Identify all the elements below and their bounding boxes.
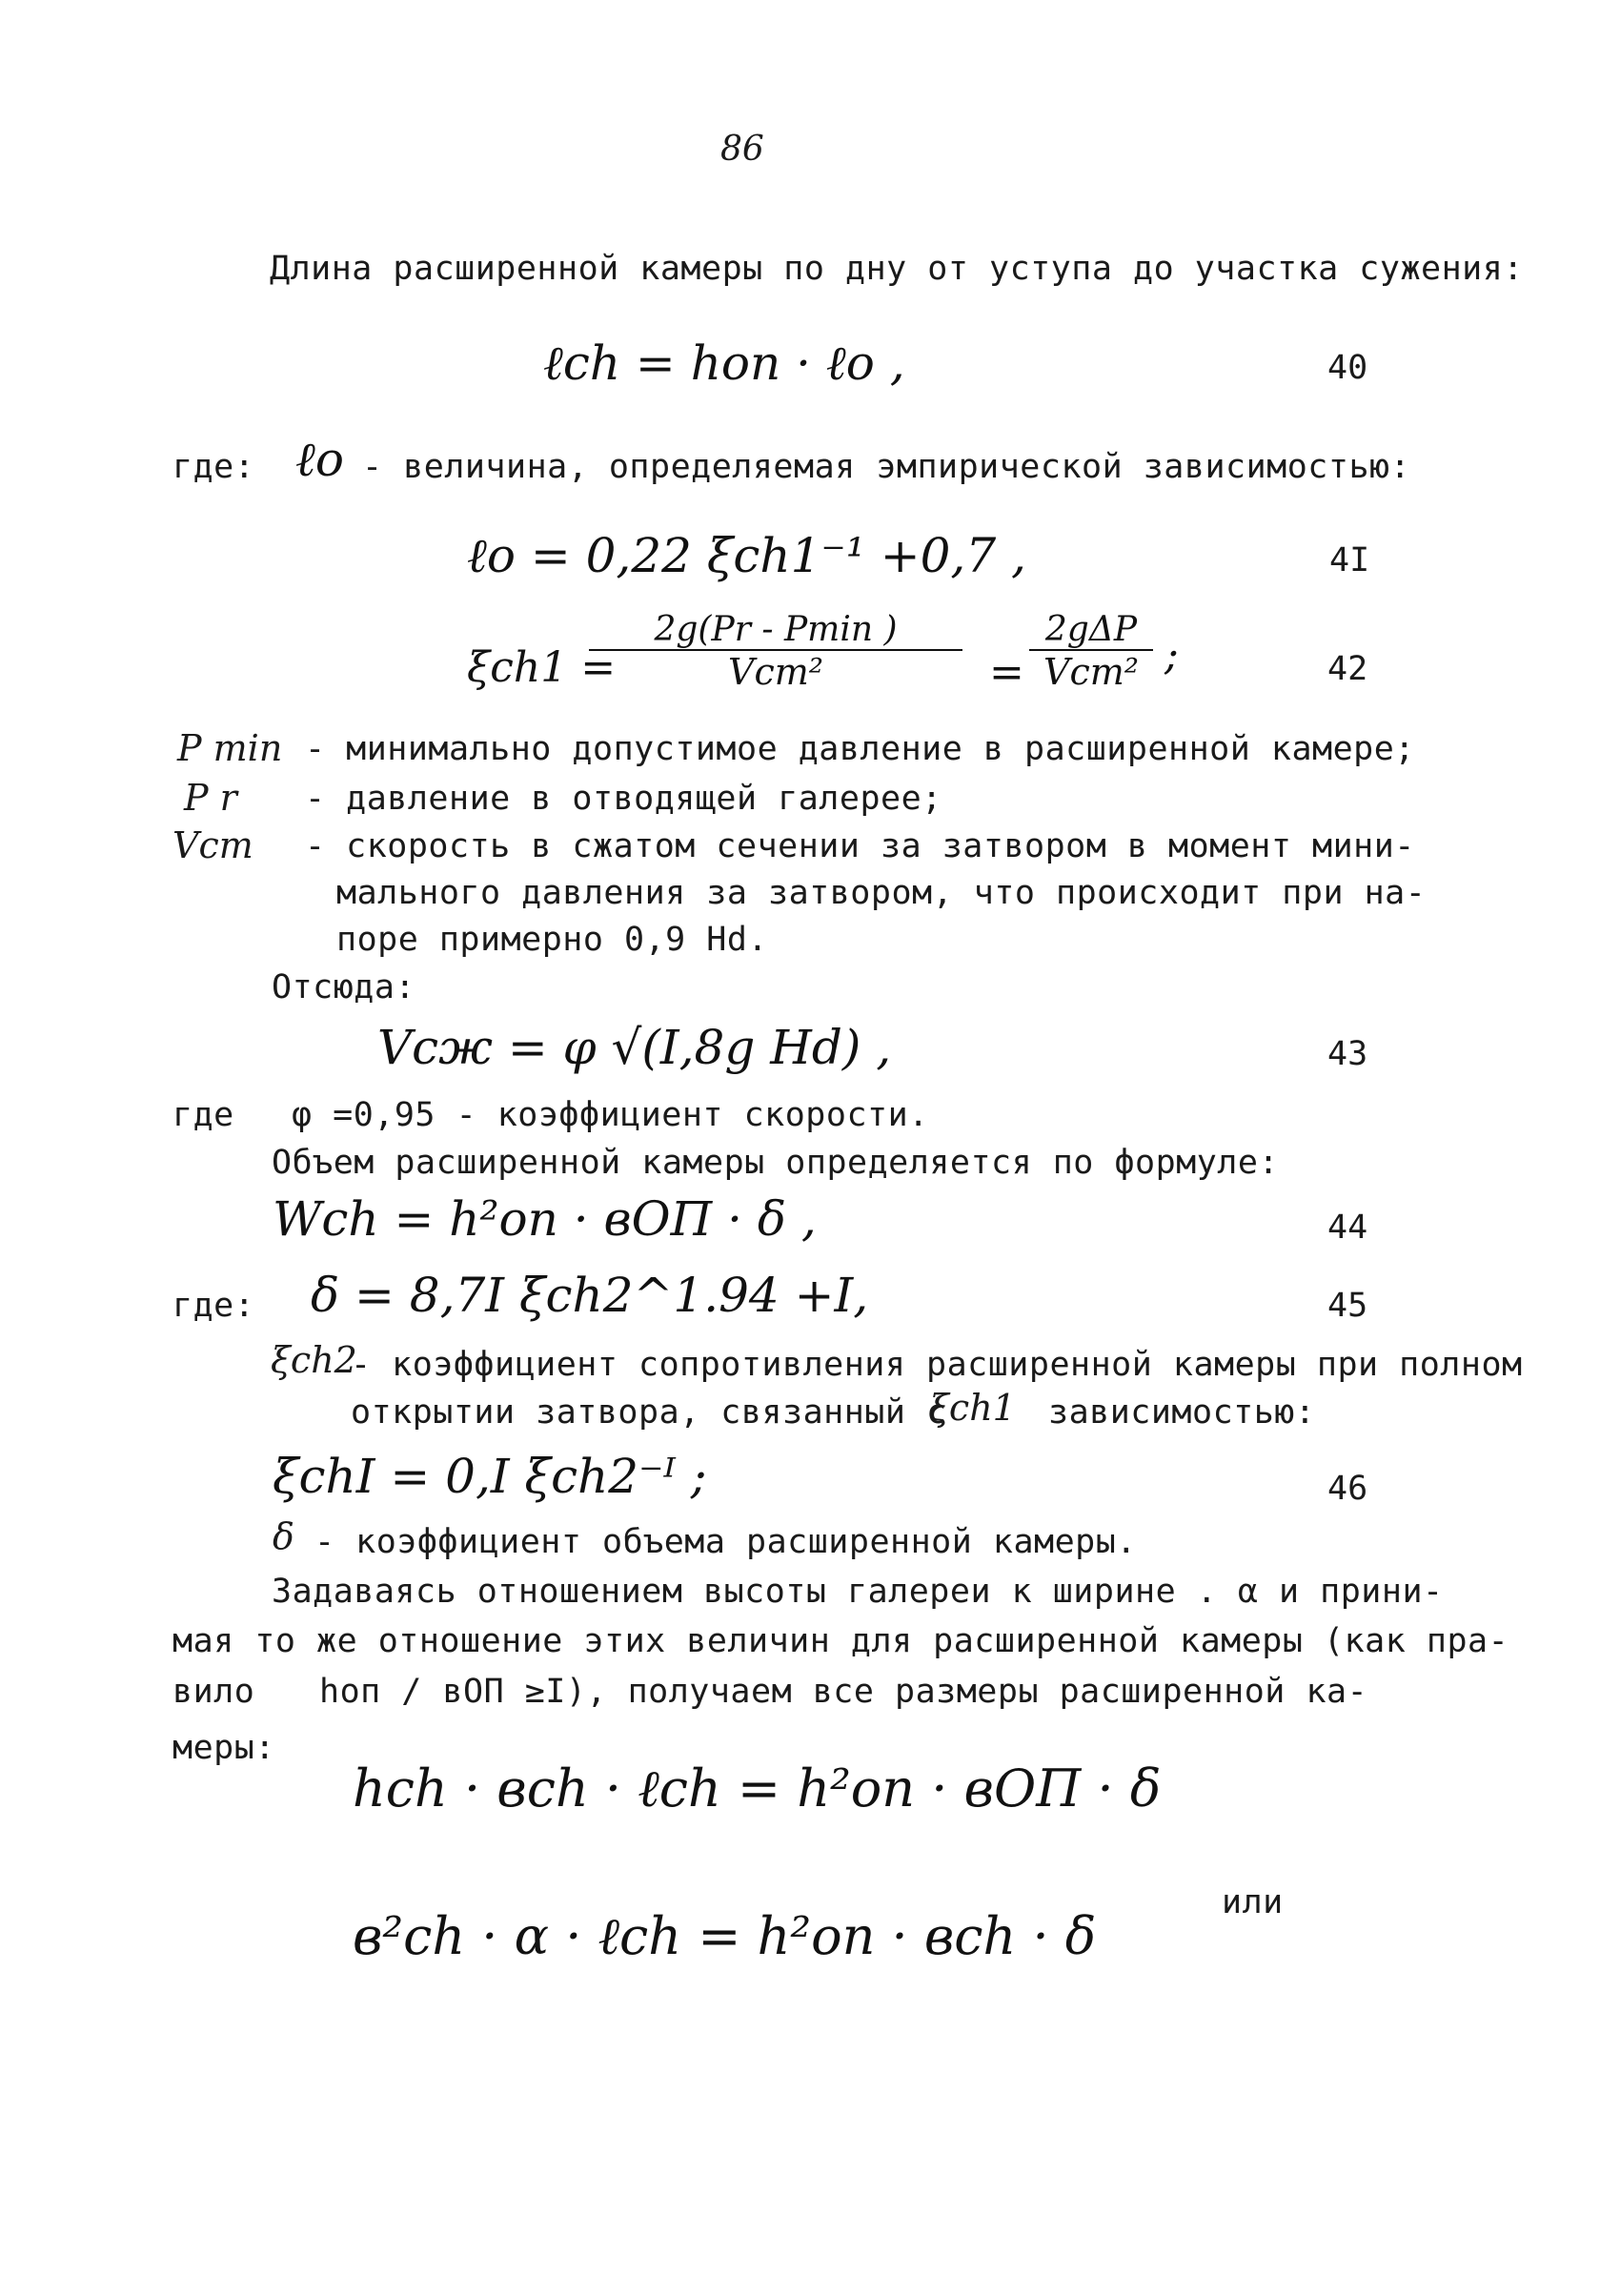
final-paragraph-line-3a: вило	[172, 1673, 255, 1711]
volume-intro: Объем расширенной камеры определяется по формуле:	[272, 1144, 1280, 1182]
equals-sign: =	[989, 648, 1024, 697]
delta-description: - коэффициент объема расширенной камеры.	[314, 1523, 1137, 1561]
equation-43-number: 43	[1327, 1035, 1368, 1073]
where-label: где	[172, 1096, 234, 1134]
or-word: или	[1222, 1883, 1284, 1921]
final-paragraph-line-2: мая то же отношение этих величин для расширенной камеры (как пра-	[172, 1622, 1509, 1660]
xi-ch2-description-line-2: открытии затвора, связанный с	[351, 1393, 947, 1432]
xi-ch1-symbol: ξch1	[929, 1387, 1016, 1429]
equation-41-number: 4I	[1329, 541, 1370, 579]
final-paragraph-line-4: меры:	[172, 1729, 275, 1767]
equation-42-numerator-2: 2gΔP	[1044, 610, 1138, 649]
xi-ch2-description-line-1: - коэффициент сопротивления расширенной камеры при полном	[351, 1346, 1523, 1384]
equation-45: δ = 8,7I ξch2^1.94 +I,	[311, 1268, 869, 1323]
vcm-description-line-2: мального давления за затвором, что происходит при на-	[336, 874, 1427, 912]
equation-45-number: 45	[1327, 1287, 1368, 1325]
equation-41: ℓo = 0,22 ξch1⁻¹ +0,7 ,	[467, 528, 1026, 583]
equation-40: ℓch = hon · ℓo ,	[543, 335, 905, 391]
equation-47: hch · вch · ℓch = h²оп · вОП · δ	[353, 1758, 1162, 1819]
pr-symbol: P r	[184, 777, 237, 819]
equation-42-number: 42	[1327, 650, 1368, 688]
equation-43: Vсж = φ √(I,8g Hd) ,	[377, 1020, 892, 1075]
equation-42-lhs: ξch1 =	[467, 643, 617, 692]
intro-text: Длина расширенной камеры по дну от уступа до участка сужения:	[270, 250, 1524, 288]
vcm-symbol: Vcm	[172, 824, 253, 866]
equation-44: Wch = h²оп · вОП · δ ,	[273, 1191, 817, 1247]
final-paragraph-line-1: Задаваясь отношением высоты галереи к ширине . α и прини-	[272, 1573, 1444, 1611]
equation-42-denominator-2: Vcm²	[1043, 651, 1139, 693]
phi-description: φ =0,95 - коэффициент скорости.	[292, 1096, 929, 1134]
equation-46-number: 46	[1327, 1470, 1368, 1508]
l0-symbol: ℓo	[295, 432, 344, 487]
semicolon: ;	[1164, 631, 1179, 680]
vcm-description-line-1: - скорость в сжатом сечении за затвором в момент мини-	[305, 827, 1415, 865]
page-number: 86	[720, 130, 764, 169]
hence-label: Отсюда:	[272, 968, 416, 1006]
vcm-description-line-3: поре примерно 0,9 Hd.	[336, 921, 769, 959]
where-label: где:	[172, 1287, 255, 1325]
equation-46: ξchI = 0,I ξch2⁻ᴵ ;	[273, 1449, 707, 1504]
equation-44-number: 44	[1327, 1209, 1368, 1247]
equation-40-number: 40	[1327, 349, 1368, 387]
pmin-symbol: P min	[177, 727, 283, 769]
equation-42-fraction-1	[589, 610, 962, 693]
xi-ch2-description-line-2-end: зависимостью:	[1048, 1393, 1316, 1432]
delta-symbol: δ	[273, 1515, 294, 1557]
pmin-description: - минимально допустимое давление в расширенной камере;	[305, 730, 1415, 768]
equation-42-numerator-1: 2g(Pr - Pmin )	[654, 610, 898, 649]
pr-description: - давление в отводящей галерее;	[305, 780, 942, 818]
equation-42-denominator-1: Vcm²	[728, 651, 823, 693]
l0-description: - величина, определяемая эмпирической зависимостью:	[362, 448, 1411, 486]
where-label: где:	[172, 448, 255, 486]
xi-ch2-symbol: ξch2	[271, 1339, 357, 1381]
equation-48: в²ch · α · ℓch = h²оп · вch · δ	[353, 1906, 1097, 1966]
final-paragraph-line-3b: hоп / вОП ≥I), получаем все размеры расширенной ка-	[319, 1673, 1368, 1711]
equation-42-fraction-2	[1029, 610, 1153, 693]
